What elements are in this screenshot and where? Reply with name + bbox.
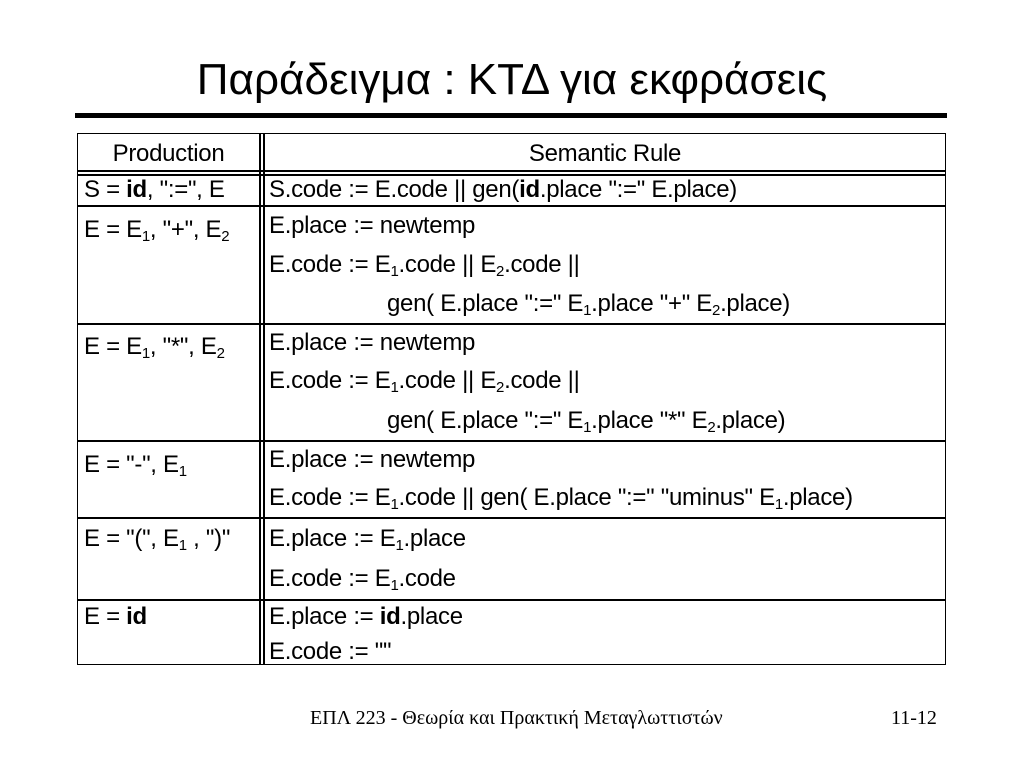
row-divider xyxy=(78,323,945,325)
semantic-rule-line: E.code := $E_1.code$ || $E_2.code$ || xyxy=(269,367,580,396)
semantic-rule-line: gen( E.place ":=" $E_1.place$ "*" $E_2.place$) xyxy=(387,407,786,436)
header-production: Production xyxy=(112,140,225,167)
footer-course: ΕΠΛ 223 - Θεωρία και Πρακτική Μεταγλωττιστών xyxy=(310,707,723,729)
production-cell: $E = E_1$, "*", $E_2$ xyxy=(84,333,225,362)
row-divider xyxy=(78,517,945,519)
semantic-rule-line: E.place := $E_1.place$ xyxy=(269,525,466,554)
grammar-table xyxy=(77,133,946,665)
column-divider xyxy=(259,134,261,664)
column-divider-double xyxy=(263,134,265,664)
semantic-rule-line: E.place := newtemp xyxy=(269,212,476,239)
semantic-rule-line: E.code := $E_1.code$ || gen( E.place ":=" "uminus" $E_1.place$) xyxy=(269,484,853,513)
row-divider xyxy=(78,205,945,207)
semantic-rule-line: E.place := newtemp xyxy=(269,329,476,356)
production-cell: E = "(", $E_1$ , ")" xyxy=(84,525,231,554)
production-cell: $E = E_1$, "+", $E_2$ xyxy=(84,216,230,245)
production-cell: E = id xyxy=(84,603,147,630)
semantic-rule-line: E.code := $E_1.code$ xyxy=(269,565,456,594)
semantic-rule-line: gen( E.place ":=" $E_1.place$ "+" $E_2.place$) xyxy=(387,290,790,319)
title-underline xyxy=(75,113,947,118)
row-divider xyxy=(78,440,945,442)
header-semantic-rule: Semantic Rule xyxy=(528,140,682,167)
page-title: Παράδειγμα : ΚΤΔ για εκφράσεις xyxy=(196,55,828,104)
semantic-rule-line: E.code := "" xyxy=(269,638,392,665)
footer-page-number: 11-12 xyxy=(891,707,937,729)
semantic-rule-line: E.place := id.place xyxy=(269,603,463,630)
production-cell: E = "-", $E_1$ xyxy=(84,451,187,480)
production-cell: S = id, ":=", E xyxy=(84,176,225,203)
semantic-rule-line: S.code := E.code || gen(id.place ":=" E.place) xyxy=(269,176,737,203)
row-divider xyxy=(78,599,945,601)
semantic-rule-line: E.code := $E_1.code$ || $E_2.code$ || xyxy=(269,251,580,280)
semantic-rule-line: E.place := newtemp xyxy=(269,446,476,473)
